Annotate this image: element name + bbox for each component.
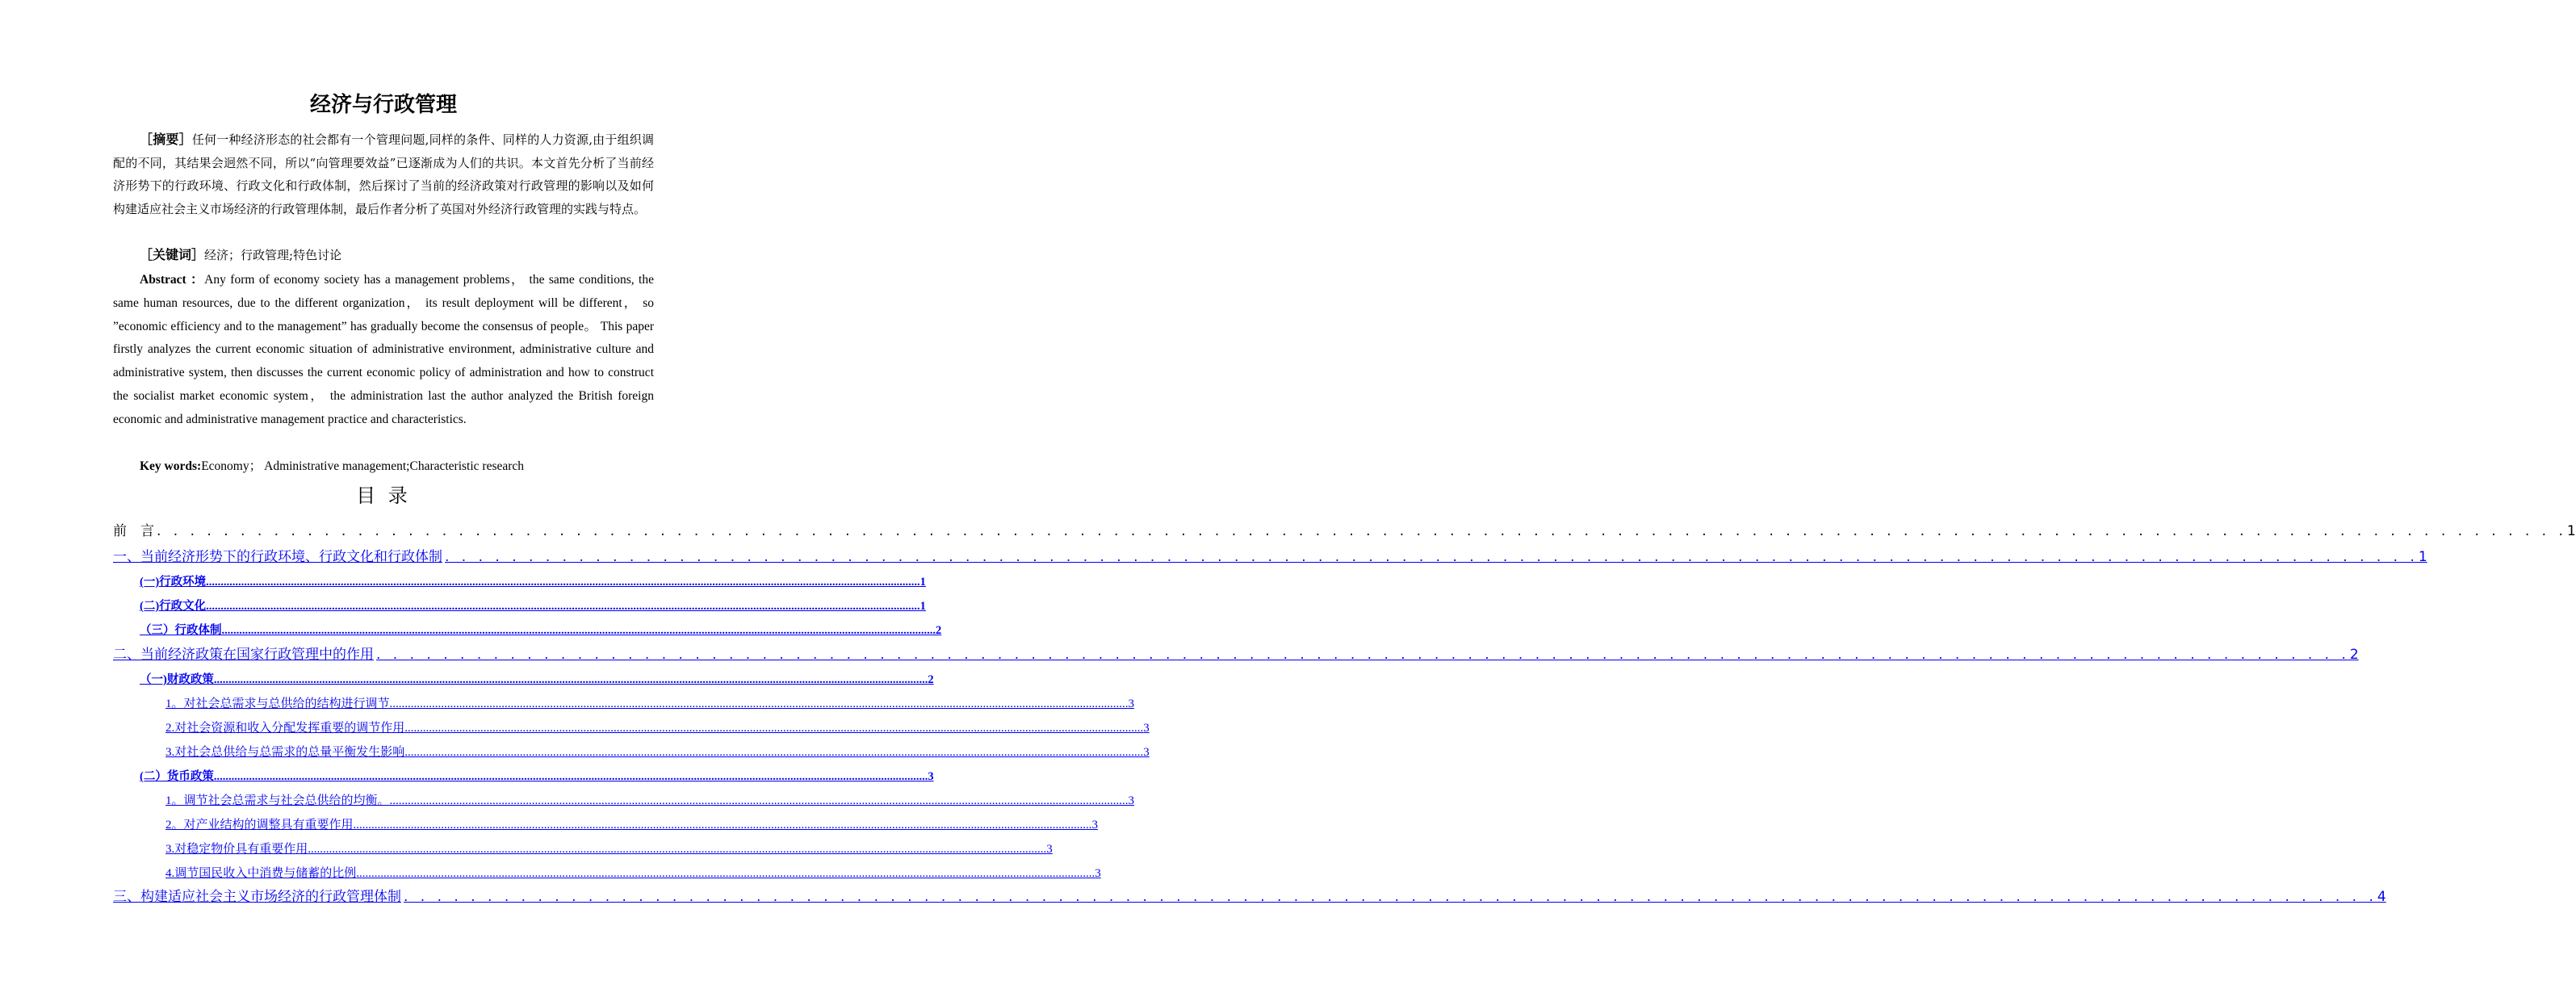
toc-entry-text: （三）行政体制 [140, 624, 222, 637]
chinese-keywords-text: 经济；行政管理;特色讨论 [204, 248, 342, 262]
toc-entry-2-2-2[interactable] [165, 808, 1099, 832]
toc-entry-text: 2.对社会资源和收入分配发挥重要的调节作用 [165, 722, 405, 735]
toc-leader-dots: .................................................................................................................................................................................................................................................... [206, 600, 920, 613]
toc-leader-dots: . . . . . . . . . . . . . . . . . . . . . . . . . . . . . . . . . . . . . . . . . . . . . . . . . . . . . . . . . . . . . . . . . . . . . . . . . . . . . . . . . . . . . . . . . . . . . . . . . . . . . . . . . . . . . . . . . . . . . . [445, 549, 2419, 565]
chinese-abstract-label: ［摘要］ [140, 132, 192, 147]
toc-entry-2-1-1[interactable] [165, 687, 1135, 711]
toc-leader-dots: .................................................................................................................................................................................................................................................... [213, 770, 928, 783]
toc-leader-dots: .................................................................................................................................................................................................................................................... [308, 843, 1047, 856]
toc-entry-2-1-3[interactable] [165, 735, 1150, 760]
toc-entry-2-2-4[interactable] [165, 857, 1101, 881]
toc-page-number: 3 [1091, 819, 1099, 832]
toc-leader-dots: . . . . . . . . . . . . . . . . . . . . . . . . . . . . . . . . . . . . . . . . . . . . . . . . . . . . . . . . . . . . . . . . . . . . . . . . . . . . . . . . . . . . . . . . . . . . . . . . . . . . . . . . . . . . . . . . . . . . . . . . . . . . . . . . . . . . . . . . . . . . . . . . [157, 523, 2567, 539]
toc-entry-text: 2。对产业结构的调整具有重要作用 [165, 819, 354, 832]
toc-entry-text: (二)行政文化 [140, 600, 207, 613]
toc-entry-1-2[interactable] [140, 589, 926, 614]
toc-leader-dots: . . . . . . . . . . . . . . . . . . . . . . . . . . . . . . . . . . . . . . . . . . . . . . . . . . . . . . . . . . . . . . . . . . . . . . . . . . . . . . . . . . . . . . . . . . . . . . . . . . . . . . . . . . . . . . . . . . . . . . [376, 647, 2350, 663]
toc-entry-1-1[interactable] [140, 565, 926, 589]
toc-page-number: 4 [2377, 889, 2386, 905]
toc-page-number: 3 [1046, 843, 1053, 856]
toc-page-number: 3 [1143, 746, 1150, 759]
toc-entry-text: (二）货币政策 [140, 770, 214, 783]
toc-page-number: 1 [2418, 549, 2427, 565]
toc-entry-1-3[interactable] [140, 614, 942, 638]
toc-entry-text: 3.对社会总供给与总需求的总量平衡发生影响 [165, 746, 405, 759]
toc-entry-section-2[interactable] [113, 639, 2359, 663]
toc-page-number: 1 [919, 600, 926, 613]
english-abstract [113, 269, 654, 432]
toc-leader-dots: .................................................................................................................................................................................................................................................... [213, 673, 928, 686]
toc-leader-dots: .................................................................................................................................................................................................................................................... [389, 794, 1129, 807]
toc-leader-dots: . . . . . . . . . . . . . . . . . . . . . . . . . . . . . . . . . . . . . . . . . . . . . . . . . . . . . . . . . . . . . . . . . . . . . . . . . . . . . . . . . . . . . . . . . . . . . . . . . . . . . . . . . . . . . . . . . . . . . . [404, 889, 2377, 905]
toc-entry-text: 二、当前经济政策在国家行政管理中的作用 [113, 647, 374, 663]
toc-entry-2-2[interactable] [140, 760, 934, 784]
toc-entry-preface[interactable] [113, 515, 2576, 539]
toc-leader-dots: .................................................................................................................................................................................................................................................... [404, 746, 1144, 759]
toc-page-number: 2 [928, 673, 934, 686]
toc-page-number: 3 [1128, 698, 1135, 710]
toc-page-number: 3 [1128, 794, 1135, 807]
toc-entry-2-1-2[interactable] [165, 711, 1150, 735]
toc-page-number: 3 [1143, 722, 1150, 735]
toc-entry-text: 三、构建适应社会主义市场经济的行政管理体制 [113, 889, 401, 905]
toc-entry-text: 3.对稳定物价具有重要作用 [165, 843, 308, 856]
toc-page-number: 1 [2566, 523, 2576, 539]
toc-title: 目 录 [356, 484, 411, 507]
toc-entry-2-1[interactable] [140, 663, 934, 687]
english-keywords [140, 455, 524, 478]
toc-entry-section-1[interactable] [113, 541, 2427, 565]
toc-entry-2-2-1[interactable] [165, 784, 1135, 808]
toc-page-number: 3 [1095, 867, 1101, 880]
toc-entry-section-3[interactable] [113, 881, 2386, 905]
chinese-keywords-label: ［关键词］ [140, 247, 205, 262]
chinese-keywords [140, 244, 341, 266]
toc-page-number: 1 [919, 576, 926, 589]
toc-entry-text: 一、当前经济形势下的行政环境、行政文化和行政体制 [113, 549, 442, 565]
toc-page-number: 2 [2349, 647, 2359, 663]
toc-leader-dots: .................................................................................................................................................................................................................................................... [221, 624, 936, 637]
toc-leader-dots: .................................................................................................................................................................................................................................................... [353, 819, 1092, 832]
english-keywords-label: Key words: [140, 459, 202, 473]
toc-entry-text: 4.调节国民收入中消费与储蓄的比例 [165, 867, 357, 880]
english-abstract-label: Abstract ： [140, 273, 205, 287]
english-keywords-text: Economy； Administrative management;Characteristic research [201, 459, 525, 473]
toc-page-number: 2 [936, 624, 942, 637]
toc-entry-text: 前 言 [113, 523, 154, 539]
toc-entry-text: 1。对社会总需求与总供给的结构进行调节 [165, 698, 390, 710]
toc-leader-dots: .................................................................................................................................................................................................................................................... [206, 576, 920, 589]
toc-entry-text: （一)财政政策 [140, 673, 214, 686]
toc-entry-2-2-3[interactable] [165, 832, 1053, 857]
chinese-abstract-text: 任何一种经济形态的社会都有一个管理问题,同样的条件、同样的人力资源,由于组织调配的不同，其结果会迥然不同，所以“向管理要效益”已逐渐成为人们的共识。本文首先分析了当前经济形势下的行政环境、行政文化和行政体制，然后探讨了当前的经济政策对行政管理的影响以及如何构建适应社会主义市场经济的行政管理体制，最后作者分析了英国对外经济行政管理的实践与特点。 [113, 132, 654, 216]
toc-leader-dots: .................................................................................................................................................................................................................................................... [404, 722, 1144, 735]
toc-leader-dots: .................................................................................................................................................................................................................................................... [389, 698, 1129, 710]
document-title: 经济与行政管理 [309, 93, 457, 117]
toc-entry-text: (一)行政环境 [140, 576, 207, 589]
toc-entry-text: 1。调节社会总需求与社会总供给的均衡。 [165, 794, 390, 807]
toc-leader-dots: .................................................................................................................................................................................................................................................... [356, 867, 1095, 880]
chinese-abstract [113, 128, 654, 220]
toc-page-number: 3 [928, 770, 934, 783]
english-abstract-text: Any form of economy society has a management problems， the same conditions, the same human resources, due to the different organization， its result deployment will be different， so ”economic efficiency and to the management” has gradually become the consensus of people。 This paper firstly analyzes the current economic situation of administrative environment, administrative culture and administrative system, then discusses the current economic policy of administration and how to construct the socialist market economic system， the administration last the author analyzed the British foreign economic and administrative management practice and characteristics. [113, 273, 654, 426]
